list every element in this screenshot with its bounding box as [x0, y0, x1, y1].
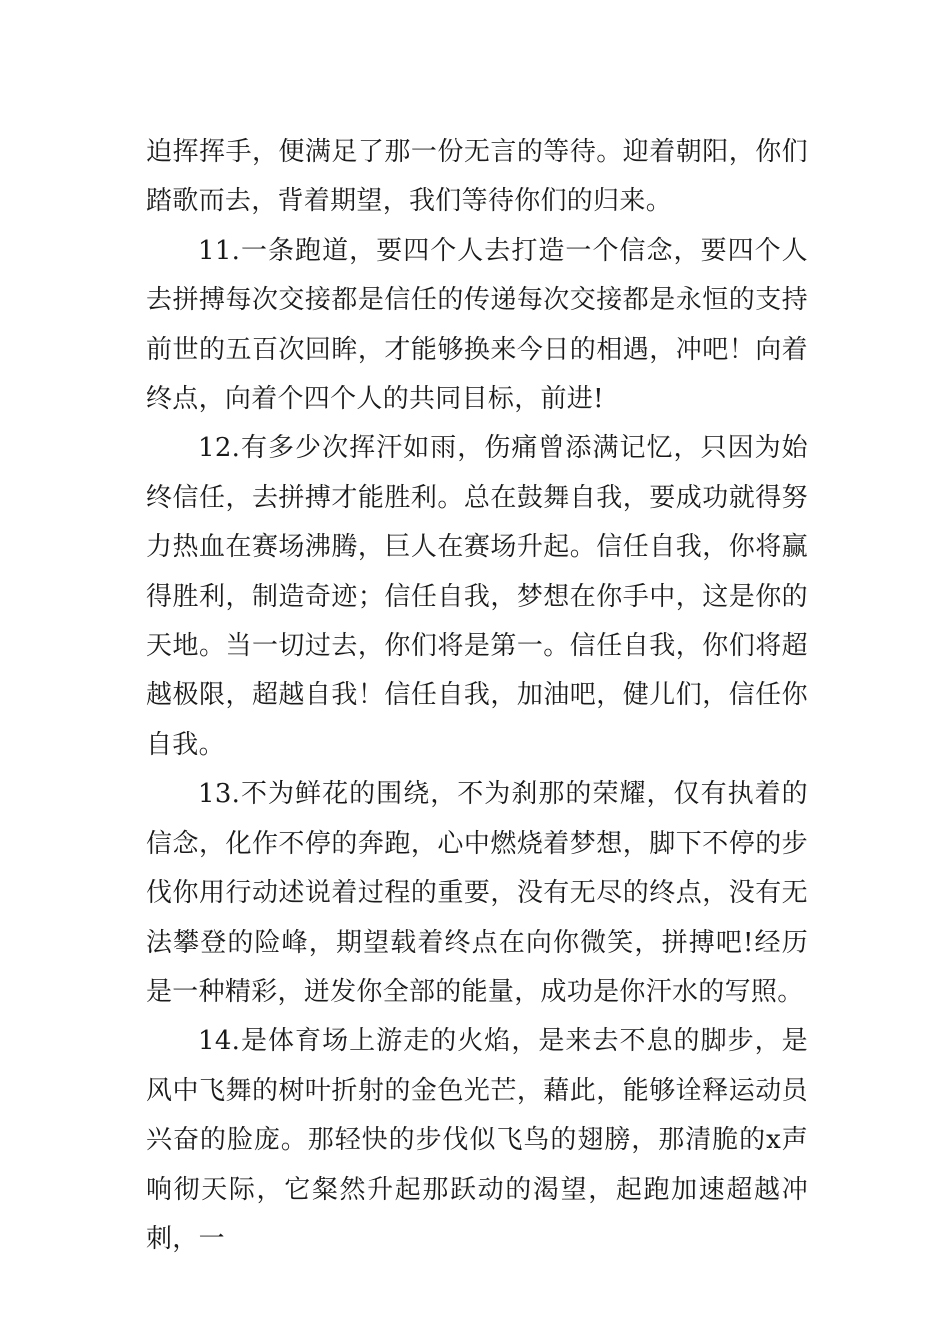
document-body	[146, 128, 808, 1264]
paragraph-item-14: 14.是体育场上游走的火焰，是来去不息的脚步，是风中飞舞的树叶折射的金色光芒，藉此，能够诠释运动员兴奋的脸庞。那轻快的步伐似飞鸟的翅膀，那清脆的x声响彻天际，它粲然升起那跃动的渴望，起跑加速超越冲刺，一	[146, 1026, 808, 1254]
paragraph-item-13: 13.不为鲜花的围绕，不为刹那的荣耀，仅有执着的信念，化作不停的奔跑，心中燃烧着梦想，脚下不停的步伐你用行动述说着过程的重要，没有无尽的终点，没有无法攀登的险峰，期望载着终点在向你微笑，拼搏吧!经历是一种精彩，迸发你全部的能量，成功是你汗水的写照。	[146, 779, 808, 1007]
paragraph-item-11: 11.一条跑道，要四个人去打造一个信念，要四个人去拼搏每次交接都是信任的传递每次交接都是永恒的支持前世的五百次回眸，才能够换来今日的相遇，冲吧！向着终点，向着个四个人的共同目标，前进!	[146, 235, 808, 415]
paragraph-continuation: 迫挥挥手，便满足了那一份无言的等待。迎着朝阳，你们踏歌而去，背着期望，我们等待你们的归来。	[146, 137, 808, 217]
paragraph-item-12: 12.有多少次挥汗如雨，伤痛曾添满记忆，只因为始终信任，去拼搏才能胜利。总在鼓舞自我，要成功就得努力热血在赛场沸腾，巨人在赛场升起。信任自我，你将赢得胜利，制造奇迹；信任自我，梦想在你手中，这是你的天地。当一切过去，你们将是第一。信任自我，你们将超越极限，超越自我！信任自我，加油吧，健儿们，信任你自我。	[146, 433, 808, 760]
